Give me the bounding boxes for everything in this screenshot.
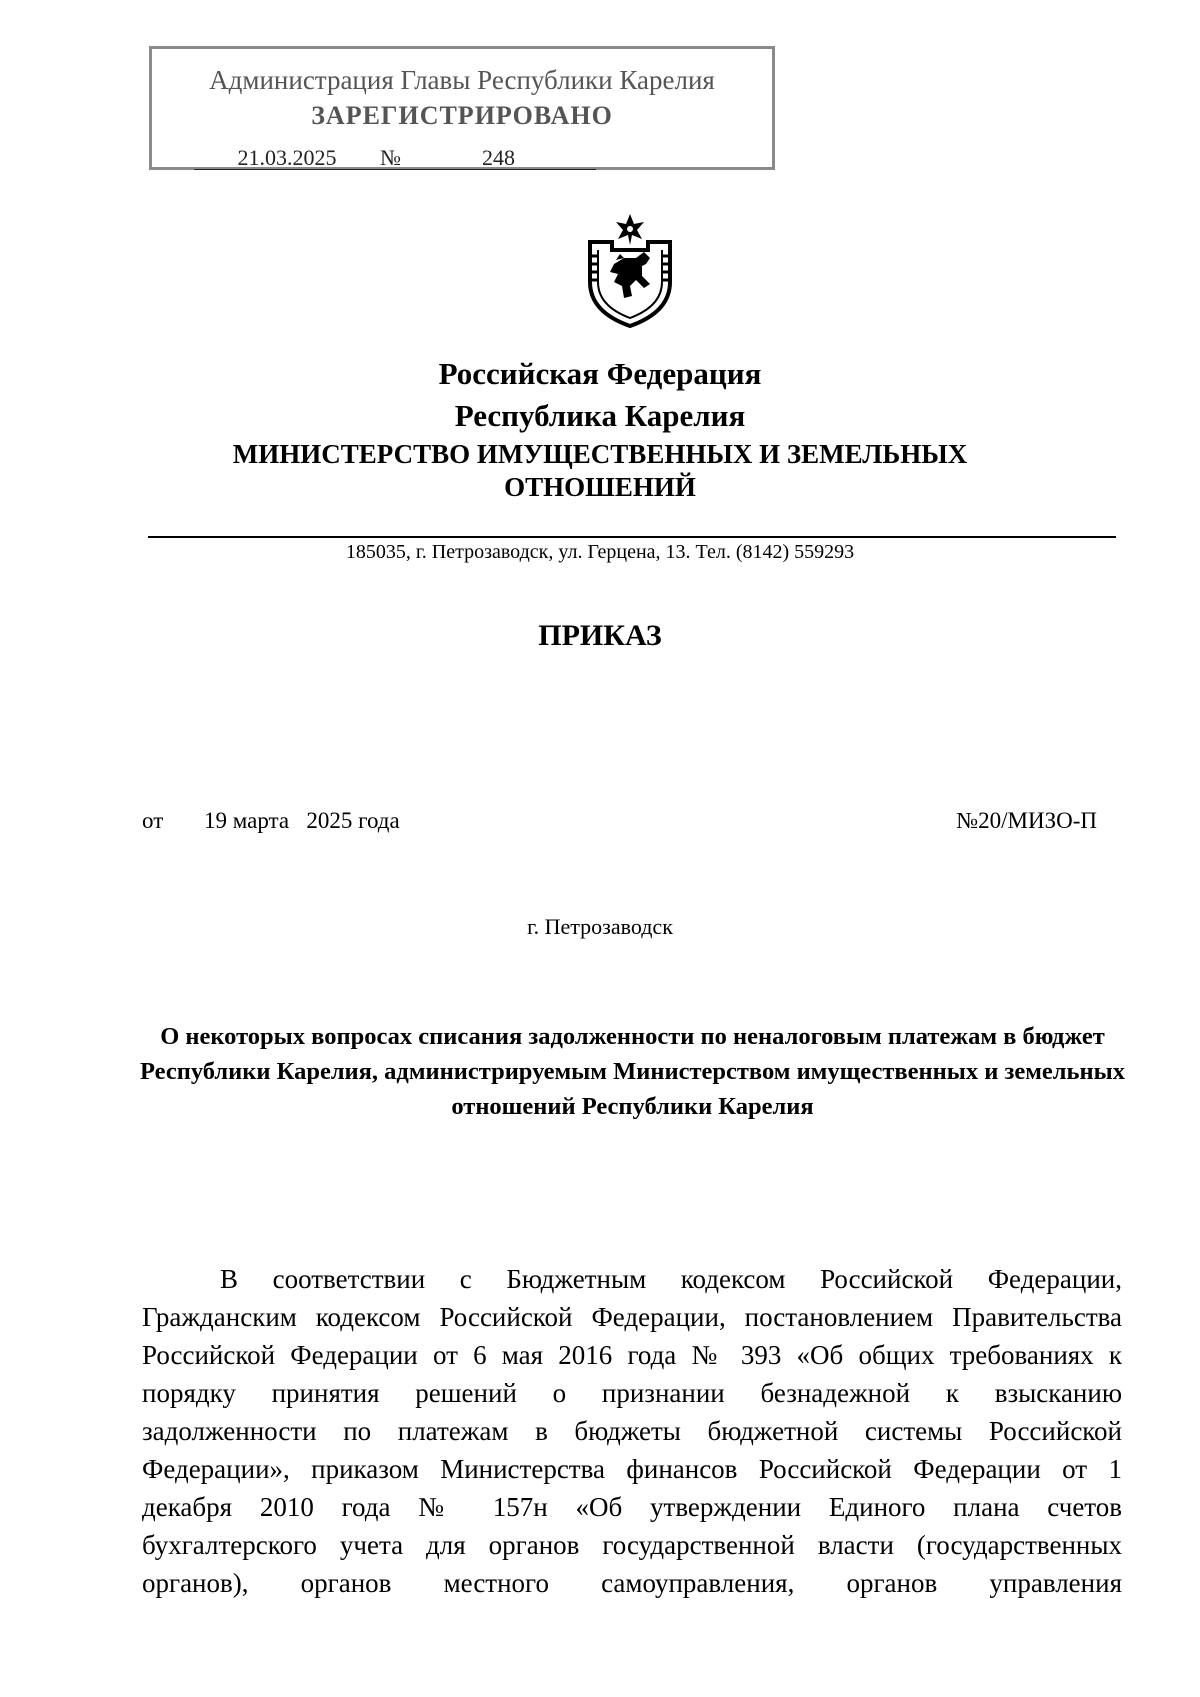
document-type: ПРИКАЗ — [538, 619, 662, 652]
stamp-registration-row — [194, 145, 596, 171]
stamp-number: 248 — [401, 147, 596, 170]
date-prefix: от — [142, 808, 164, 833]
body-line: порядку принятия решений о признании безнадежной к взысканию — [142, 1378, 1122, 1408]
body-line: Федерации», приказом Министерства финансов Российской Федерации от 1 — [142, 1454, 1122, 1484]
body-line: бухгалтерского учета для органов государственной власти (государственных — [142, 1530, 1122, 1560]
header-ministry-line1: МИНИСТЕРСТВО ИМУЩЕСТВЕННЫХ И ЗЕМЕЛЬНЫХ — [232, 439, 968, 469]
stamp-title: Администрация Главы Республики Карелия — [209, 65, 715, 95]
body-line: органов), органов местного самоуправления, органов управления — [142, 1568, 1122, 1598]
stamp-number-sign: № — [380, 145, 401, 170]
order-title: О некоторых вопросах списания задолженности по неналоговым платежам в бюджет Республики Карелия, администрируемым Министерством имущественных и земельных отношений Республики Карелия — [140, 1023, 1125, 1120]
order-body — [142, 1260, 1122, 1602]
order-date: 19 марта 2025 года — [204, 808, 400, 833]
body-line: В соответствии с Бюджетным кодексом Российской Федерации, — [220, 1264, 1122, 1294]
stamp-date: 21.03.2025 — [194, 147, 380, 170]
header-ministry-line2: ОТНОШЕНИЙ — [504, 472, 696, 502]
header-divider — [148, 536, 1116, 538]
order-city: г. Петрозаводск — [527, 914, 673, 939]
body-line: Российской Федерации от 6 мая 2016 года № 393 «Об общих требованиях к — [142, 1340, 1122, 1370]
registration-stamp — [149, 46, 775, 170]
header-federation: Российская Федерация — [438, 356, 762, 391]
karelia-coat-of-arms-icon — [580, 212, 680, 330]
stamp-status: ЗАРЕГИСТРИРОВАНО — [311, 101, 613, 130]
body-line: Гражданским кодексом Российской Федерации, постановлением Правительства — [142, 1302, 1122, 1332]
ministry-address: 185035, г. Петрозаводск, ул. Герцена, 13. Тел. (8142) 559293 — [345, 541, 855, 563]
header-republic: Республика Карелия — [454, 398, 746, 433]
order-number: №20/МИЗО-П — [956, 808, 1097, 833]
body-line: задолженности по платежам в бюджеты бюджетной системы Российской — [142, 1416, 1122, 1446]
body-line: декабря 2010 года № 157н «Об утверждении Единого плана счетов — [142, 1492, 1122, 1522]
